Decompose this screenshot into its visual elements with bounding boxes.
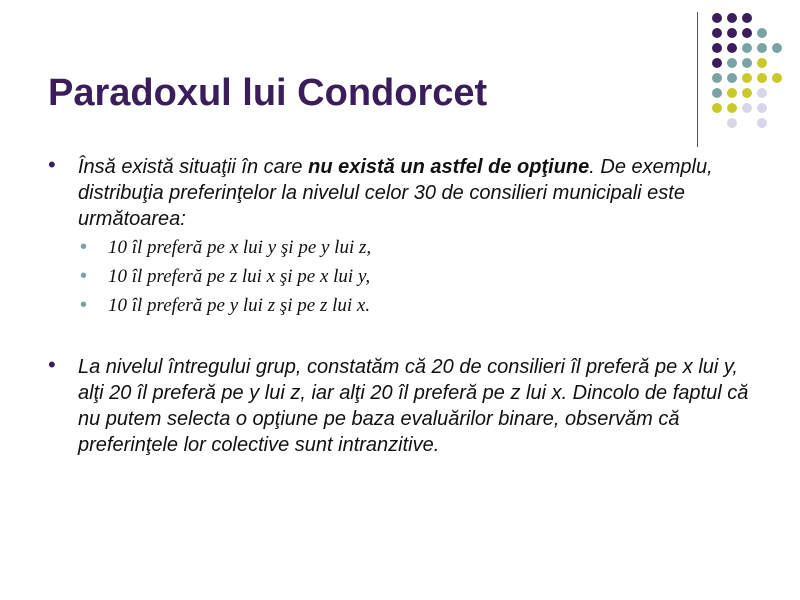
paragraph-1-emphasis: nu există un astfel de opţiune — [308, 156, 590, 178]
decorative-dot — [757, 58, 767, 68]
decorative-dot — [712, 13, 722, 23]
decorative-dot — [742, 73, 752, 83]
title-divider-line — [697, 12, 698, 147]
decorative-dot — [757, 88, 767, 98]
slide-title: Paradoxul lui Condorcet — [48, 72, 488, 114]
sub-item-3: 10 îl preferă pe y lui z şi pe z lui x. — [108, 295, 371, 316]
bullet-paragraph-2: La nivelul întregului grup, constatăm că 20 de consilieri îl preferă pe x lui y, alţi 20 îl preferă pe y lui z, iar alţi 20 îl preferă pe z lui x. Dincolo de faptul că nu putem selecta o opţiune pe baza evaluărilor binare, observăm că preferinţele lor colective sunt intranzitive. — [78, 356, 749, 456]
decorative-dot — [757, 28, 767, 38]
decorative-dot — [712, 73, 722, 83]
decorative-dot — [727, 88, 737, 98]
sub-bullet-icon: • — [80, 265, 88, 287]
decorative-dot — [742, 28, 752, 38]
decorative-dot — [772, 73, 782, 83]
decorative-dot — [727, 43, 737, 53]
bullet-paragraph-1 — [78, 154, 768, 232]
decorative-dot — [712, 103, 722, 113]
decorative-dot — [712, 88, 722, 98]
decorative-dot — [757, 73, 767, 83]
decorative-dot — [742, 13, 752, 23]
decorative-dot — [757, 43, 767, 53]
bullet-icon: • — [48, 152, 56, 177]
sub-item-2: 10 îl preferă pe z lui x şi pe x lui y, — [108, 266, 371, 287]
decorative-dot — [727, 58, 737, 68]
decorative-dot — [712, 43, 722, 53]
sub-bullet-icon: • — [80, 294, 88, 316]
bullet-icon: • — [48, 352, 56, 377]
decorative-dot — [712, 58, 722, 68]
decorative-dot — [727, 13, 737, 23]
decorative-dot — [742, 88, 752, 98]
decorative-dot — [742, 43, 752, 53]
decorative-dot — [772, 43, 782, 53]
decorative-dot — [727, 28, 737, 38]
decorative-dot — [727, 73, 737, 83]
decorative-dot — [742, 58, 752, 68]
decorative-dot — [712, 28, 722, 38]
decorative-dot — [727, 103, 737, 113]
decorative-dot — [727, 118, 737, 128]
decorative-dot-grid — [0, 0, 800, 140]
decorative-dot — [757, 103, 767, 113]
sub-item-1: 10 îl preferă pe x lui y şi pe y lui z, — [108, 237, 372, 258]
decorative-dot — [757, 118, 767, 128]
paragraph-1-text-post: . De exemplu, distribuţia preferinţelor la nivelul celor 30 de consilieri municipali este următoarea: — [78, 156, 713, 230]
sub-bullet-icon: • — [80, 236, 88, 258]
decorative-dot — [742, 103, 752, 113]
paragraph-1-text-pre: Însă există situaţii în care — [78, 156, 309, 178]
